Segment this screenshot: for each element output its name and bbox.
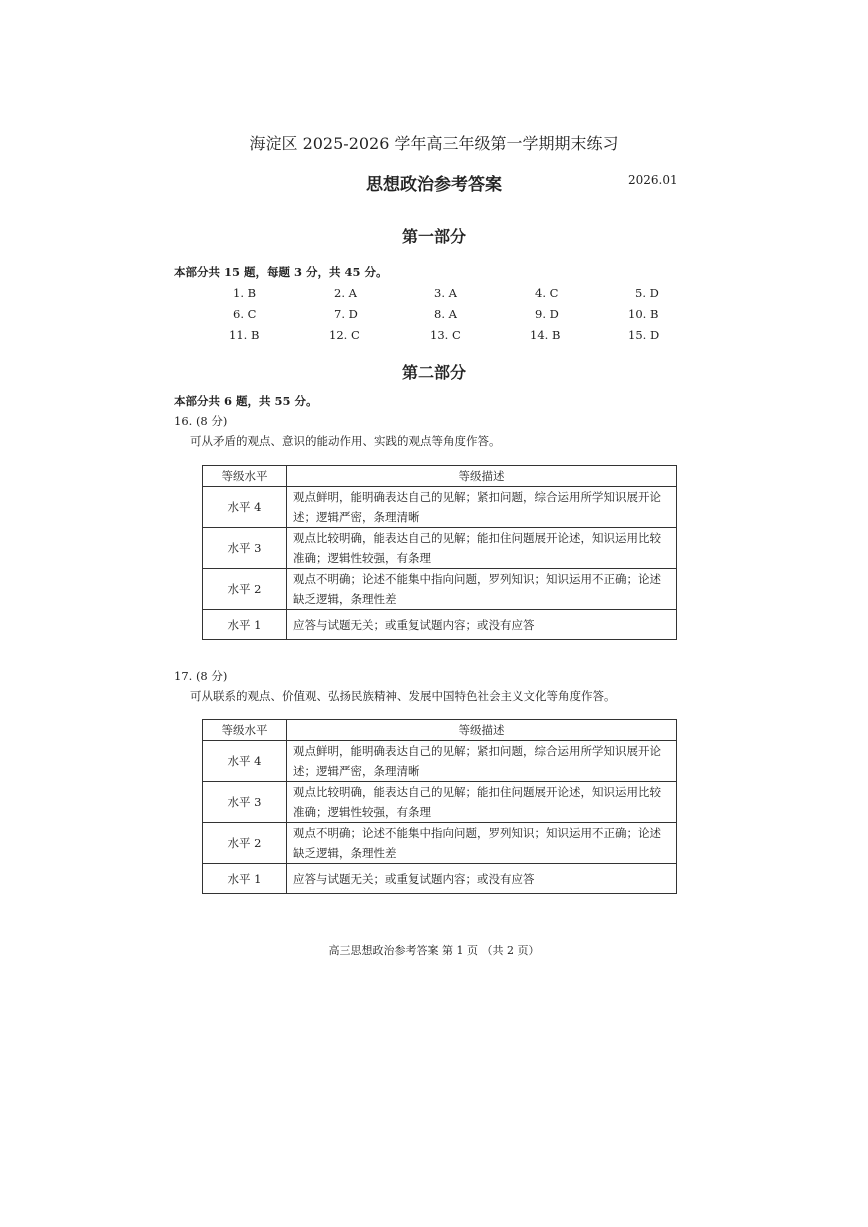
answer-item: 13. C — [430, 328, 461, 342]
table-header-desc: 等级描述 — [287, 466, 677, 487]
answer-item: 7. D — [334, 307, 358, 321]
answer-row — [174, 307, 674, 328]
desc-line: 观点不明确；论述不能集中指向问题，罗列知识；知识运用不正确；论述 — [293, 826, 661, 840]
level-cell: 水平 4 — [203, 741, 287, 782]
answer-item: 2. A — [334, 286, 357, 300]
answer-item: 5. D — [635, 286, 659, 300]
answer-item: 9. D — [535, 307, 559, 321]
table-row — [203, 782, 677, 823]
level-cell: 水平 2 — [203, 569, 287, 610]
desc-cell — [287, 487, 677, 528]
desc-line: 述；逻辑严密，条理清晰 — [293, 510, 420, 524]
desc-line: 观点鲜明，能明确表达自己的见解；紧扣问题，综合运用所学知识展开论 — [293, 490, 661, 504]
page-footer: 高三思想政治参考答案 第 1 页 （共 2 页） — [328, 944, 540, 957]
table-header-level: 等级水平 — [203, 466, 287, 487]
table-row — [203, 864, 677, 894]
answer-item: 11. B — [229, 328, 260, 342]
table-row — [203, 487, 677, 528]
part1-note: 本部分共 15 题，每题 3 分，共 45 分。 — [174, 265, 388, 279]
desc-cell: 应答与试题无关；或重复试题内容；或没有应答 — [287, 610, 677, 640]
desc-line: 观点比较明确，能表达自己的见解；能扣住问题展开论述，知识运用比较 — [293, 785, 661, 799]
part2-heading: 第二部分 — [401, 363, 466, 382]
answer-item: 12. C — [329, 328, 360, 342]
desc-line: 准确；逻辑性较强，有条理 — [293, 805, 431, 819]
question-16-hint: 可从矛盾的观点、意识的能动作用、实践的观点等角度作答。 — [190, 434, 501, 448]
table-header-row — [203, 720, 677, 741]
level-cell: 水平 1 — [203, 610, 287, 640]
document-subtitle: 思想政治参考答案 — [366, 175, 502, 195]
answer-row — [174, 286, 674, 307]
desc-cell: 应答与试题无关；或重复试题内容；或没有应答 — [287, 864, 677, 894]
desc-line: 述；逻辑严密，条理清晰 — [293, 764, 420, 778]
desc-cell — [287, 569, 677, 610]
document-title: 海淀区 2025-2026 学年高三年级第一学期期末练习 — [249, 134, 619, 153]
answer-item: 15. D — [628, 328, 660, 342]
level-cell: 水平 1 — [203, 864, 287, 894]
answer-item: 8. A — [434, 307, 457, 321]
level-cell: 水平 4 — [203, 487, 287, 528]
answer-item: 6. C — [233, 307, 257, 321]
desc-cell — [287, 528, 677, 569]
desc-line: 准确；逻辑性较强，有条理 — [293, 551, 431, 565]
question-17-number: 17. (8 分) — [174, 669, 228, 683]
table-header-desc: 等级描述 — [287, 720, 677, 741]
desc-cell — [287, 782, 677, 823]
table-row — [203, 569, 677, 610]
desc-line: 观点不明确；论述不能集中指向问题，罗列知识；知识运用不正确；论述 — [293, 572, 661, 586]
answer-grid — [174, 286, 674, 349]
answer-row — [174, 328, 674, 349]
question-17-hint: 可从联系的观点、价值观、弘扬民族精神、发展中国特色社会主义文化等角度作答。 — [190, 689, 616, 703]
desc-cell — [287, 823, 677, 864]
question-17-grading-table — [202, 719, 677, 894]
answer-item: 4. C — [535, 286, 559, 300]
level-cell: 水平 3 — [203, 528, 287, 569]
answer-item: 1. B — [233, 286, 257, 300]
table-header-row — [203, 466, 677, 487]
answer-item: 3. A — [434, 286, 457, 300]
answer-item: 14. B — [530, 328, 561, 342]
desc-line: 观点比较明确，能表达自己的见解；能扣住问题展开论述，知识运用比较 — [293, 531, 661, 545]
desc-cell — [287, 741, 677, 782]
answer-item: 10. B — [628, 307, 659, 321]
level-cell: 水平 3 — [203, 782, 287, 823]
document-date: 2026.01 — [628, 173, 678, 187]
table-row — [203, 528, 677, 569]
table-header-level: 等级水平 — [203, 720, 287, 741]
desc-line: 缺乏逻辑，条理性差 — [293, 846, 397, 860]
question-16-number: 16. (8 分) — [174, 414, 228, 428]
table-row — [203, 823, 677, 864]
part2-note: 本部分共 6 题，共 55 分。 — [174, 394, 318, 408]
level-cell: 水平 2 — [203, 823, 287, 864]
table-row — [203, 741, 677, 782]
part1-heading: 第一部分 — [401, 227, 466, 246]
question-16-grading-table — [202, 465, 677, 640]
table-row — [203, 610, 677, 640]
desc-line: 缺乏逻辑，条理性差 — [293, 592, 397, 606]
desc-line: 观点鲜明，能明确表达自己的见解；紧扣问题，综合运用所学知识展开论 — [293, 744, 661, 758]
